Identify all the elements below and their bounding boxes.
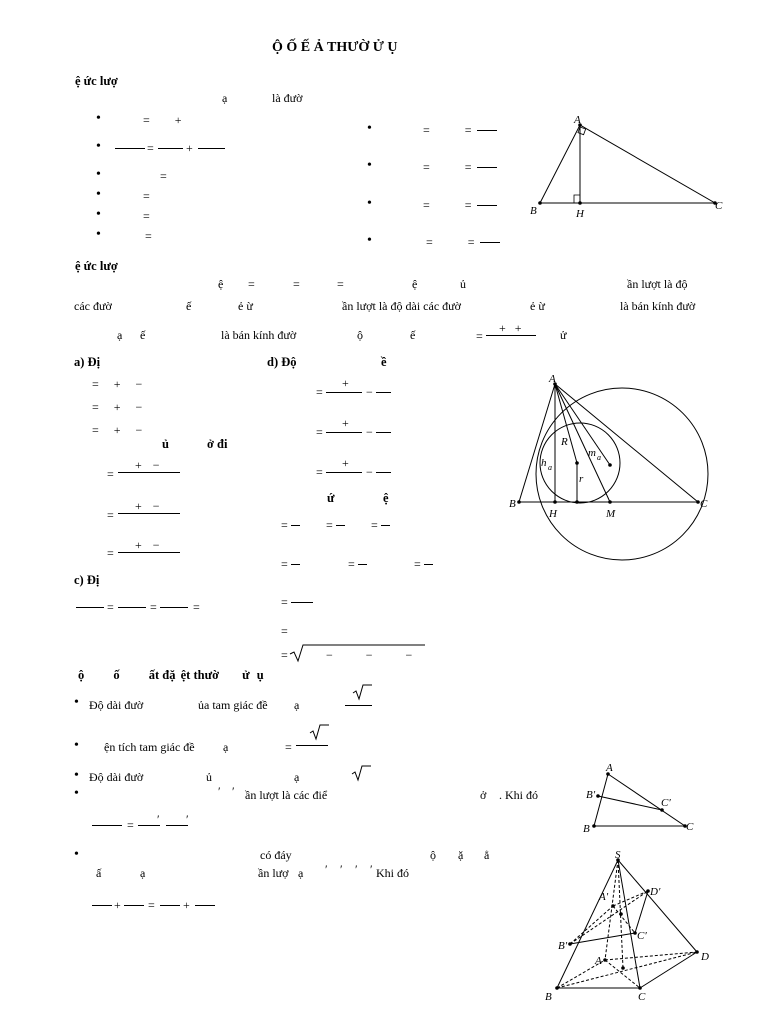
text-fragment: ế xyxy=(186,299,192,313)
formula-row: − xyxy=(366,465,373,479)
formula-row: = xyxy=(127,818,134,832)
label-B: B xyxy=(509,498,516,510)
text-fragment: ′ xyxy=(355,862,358,876)
section1-heading: ệ ức lượ xyxy=(75,74,118,88)
formula-row: = + − xyxy=(92,377,143,391)
label-M: M xyxy=(606,508,616,520)
bullet xyxy=(367,233,372,249)
label-A: A xyxy=(606,762,613,774)
text-fragment: ế xyxy=(140,328,146,342)
formula-row: = = xyxy=(423,123,472,137)
text-fragment: ′ xyxy=(370,862,373,876)
text-fragment: = xyxy=(293,277,300,291)
label-D-prime: D′ xyxy=(650,886,661,898)
text-fragment: ộ xyxy=(430,848,436,862)
bullet xyxy=(367,196,372,212)
text-fragment: ạ xyxy=(298,866,304,880)
text-fragment: = xyxy=(248,277,255,291)
bullet xyxy=(96,167,101,183)
text-fragment: = xyxy=(285,740,292,754)
formula-row: = = xyxy=(423,198,472,212)
label-H: H xyxy=(549,508,557,520)
formula-row: + xyxy=(186,141,193,155)
formula-row: = xyxy=(281,518,288,532)
small-triangle-figure xyxy=(580,760,700,840)
formula-row: + − xyxy=(135,538,160,552)
formula-row: + xyxy=(342,376,349,390)
formula-row: = xyxy=(107,600,114,614)
formula-row: = xyxy=(143,189,150,203)
bullet xyxy=(96,111,101,127)
text-fragment: ện tích tam giác đề xyxy=(104,740,195,754)
text-fragment: ủa tam giác đề xyxy=(198,698,268,712)
sqrt-sign xyxy=(352,765,372,781)
formula-row: = xyxy=(148,898,155,912)
sqrt-sign xyxy=(310,724,330,740)
formula-row: = xyxy=(371,518,378,532)
text-fragment: + + xyxy=(499,321,522,335)
text-fragment: ệt thườ xyxy=(180,668,219,682)
label-h: h xyxy=(541,457,547,469)
formula-row: = = xyxy=(426,235,475,249)
formula-row: + xyxy=(342,456,349,470)
formula-row: = xyxy=(326,518,333,532)
text-fragment: ′ xyxy=(218,784,221,798)
right-triangle-figure xyxy=(530,115,730,225)
formula-row: = xyxy=(107,546,114,560)
sqrt-sign xyxy=(353,684,373,700)
text-fragment: ệ xyxy=(218,277,224,291)
section3-heading xyxy=(78,668,264,683)
label-m: m xyxy=(588,447,596,459)
label-h-sub: a xyxy=(548,463,552,472)
label-A: A xyxy=(549,373,556,385)
pyramid-figure xyxy=(545,848,725,1013)
text-fragment: Độ dài đườ xyxy=(89,770,144,784)
bullet xyxy=(96,139,101,155)
formula-row: = xyxy=(145,229,152,243)
bullet xyxy=(74,695,79,711)
formula-row: − − − xyxy=(326,648,413,662)
label-C: C xyxy=(700,498,708,510)
text-fragment: ạ xyxy=(223,740,229,754)
text-fragment: ạ xyxy=(294,698,300,712)
formula-row: − xyxy=(366,425,373,439)
formula-row: = xyxy=(281,624,288,638)
text-fragment: ấ xyxy=(96,866,102,880)
formula-row: + xyxy=(183,898,190,912)
text-fragment: = xyxy=(337,277,344,291)
formula-row: = xyxy=(281,648,288,662)
text-fragment: ′ xyxy=(325,862,328,876)
text-fragment: ′ xyxy=(340,862,343,876)
text-fragment: ứ xyxy=(327,491,335,505)
text-fragment: ẳ xyxy=(484,848,490,862)
label-A-prime: A′ xyxy=(599,891,609,903)
page-title: Ộ Ố Ế Ả THƯỜ Ử Ụ xyxy=(272,40,398,55)
formula-row: + − xyxy=(135,458,160,472)
formula-row: = xyxy=(316,385,323,399)
text-fragment: Khi đó xyxy=(376,866,409,880)
formula-row: = xyxy=(281,557,288,571)
label-R: R xyxy=(561,436,568,448)
formula-row: = xyxy=(348,557,355,571)
text-fragment: ần lượ xyxy=(258,866,289,880)
text-fragment: ế xyxy=(410,328,416,342)
formula-row: = + − xyxy=(92,423,143,437)
text-fragment: ở xyxy=(480,788,487,802)
label-D: D xyxy=(701,951,709,963)
text-fragment: ệ xyxy=(412,277,418,291)
label-r: r xyxy=(579,473,584,485)
formula-row: − xyxy=(366,385,373,399)
text-fragment: ần lượt là độ xyxy=(627,277,688,291)
formula-row: + xyxy=(114,898,121,912)
formula-row: = + xyxy=(143,113,182,127)
text-fragment: ủ xyxy=(206,770,212,784)
part-c-title: c) Đị xyxy=(74,573,100,587)
text-fragment: ạ xyxy=(294,770,300,784)
section2-heading: ệ ức lượ xyxy=(75,259,118,273)
text-fragment: ần lượt là các điể xyxy=(245,788,328,802)
bullet xyxy=(96,187,101,203)
bullet xyxy=(367,121,372,137)
formula-row: + xyxy=(342,416,349,430)
formula-row: = = xyxy=(423,160,472,174)
text-fragment: ụ xyxy=(256,668,264,682)
text-fragment: ất đặ xyxy=(148,668,176,682)
text-fragment: Độ dài đườ xyxy=(89,698,144,712)
bullet xyxy=(74,847,79,863)
bullet xyxy=(96,227,101,243)
label-A: A xyxy=(574,114,581,126)
label-m-sub: a xyxy=(597,453,601,462)
label-B: B xyxy=(530,205,537,217)
label-B: B xyxy=(583,823,590,835)
text-fragment: có đáy xyxy=(260,848,292,862)
text-fragment: là bán kính đườ xyxy=(620,299,696,313)
text-fragment: ủ xyxy=(162,437,169,451)
formula-row: ′ xyxy=(157,812,160,826)
text-fragment: ′ xyxy=(232,784,235,798)
text-fragment: ệ xyxy=(383,491,389,505)
text-fragment: ở đi xyxy=(207,437,228,451)
label-C: C xyxy=(715,200,723,212)
bullet xyxy=(74,786,79,802)
formula-row: = + − xyxy=(92,400,143,414)
label-S: S xyxy=(615,849,621,861)
text-fragment: ủ xyxy=(460,277,466,291)
part-d-title: d) Độ xyxy=(267,355,297,369)
text-fragment: ử xyxy=(242,668,250,682)
label-C-prime: C′ xyxy=(661,797,671,809)
bullet xyxy=(74,738,79,754)
label-C: C xyxy=(638,991,646,1003)
formula-row: = xyxy=(316,425,323,439)
part-d-title-b: ề xyxy=(381,355,387,369)
bullet xyxy=(367,158,372,174)
text-fragment: ạ xyxy=(117,328,123,342)
label-C-prime: C′ xyxy=(637,930,647,942)
formula-row: = xyxy=(193,600,200,614)
part-a-title: a) Đị xyxy=(74,355,101,369)
text-fragment: ặ xyxy=(458,848,464,862)
formula-row: = xyxy=(316,465,323,479)
text-fragment: = xyxy=(476,329,483,343)
formula-row: = xyxy=(107,508,114,522)
text-fragment: ộ xyxy=(357,328,363,342)
label-B: B xyxy=(545,991,552,1003)
text-fragment: ẻ ừ xyxy=(238,299,253,313)
label-C: C xyxy=(686,821,694,833)
formula-row: = xyxy=(150,600,157,614)
section1-intro-b: là đườ xyxy=(272,91,303,105)
formula-row: = xyxy=(160,169,167,183)
text-fragment: ần lượt là độ dài các đườ xyxy=(342,299,461,313)
formula-row: = xyxy=(281,595,288,609)
text-fragment: là bán kính đườ xyxy=(221,328,297,342)
circle-triangle-figure xyxy=(505,370,725,565)
formula-row: = xyxy=(414,557,421,571)
formula-row: = xyxy=(107,467,114,481)
text-fragment: ẻ ừ xyxy=(530,299,545,313)
formula-row: ′ xyxy=(186,812,189,826)
formula-row: + − xyxy=(135,499,160,513)
bullet xyxy=(74,768,79,784)
formula-row: = xyxy=(143,209,150,223)
label-B-prime: B′ xyxy=(586,789,596,801)
label-B-prime: B′ xyxy=(558,940,568,952)
text-fragment: các đườ xyxy=(74,299,112,313)
bullet xyxy=(96,207,101,223)
label-H: H xyxy=(576,208,584,220)
text-fragment: ố xyxy=(113,668,120,682)
text-fragment: ử xyxy=(560,328,567,342)
text-fragment: ộ xyxy=(78,668,85,682)
text-fragment: ạ xyxy=(140,866,146,880)
text-fragment: . Khi đó xyxy=(499,788,538,802)
formula-row: = xyxy=(147,141,154,155)
label-A: A xyxy=(595,955,602,967)
section1-intro-a: ạ xyxy=(222,91,228,105)
